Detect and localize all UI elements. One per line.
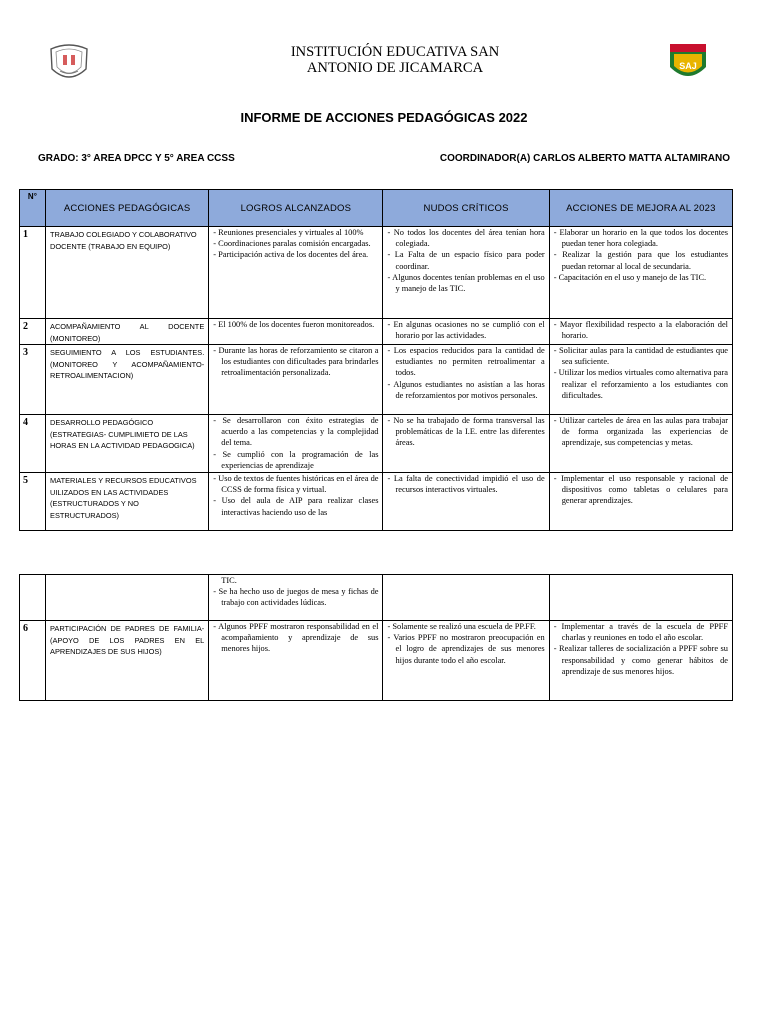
list-item: - Uso del aula de AIP para realizar clases interactivas haciendo uso de las: [213, 495, 378, 517]
table-body-continued: [20, 621, 733, 701]
pedagogical-action: TRABAJO COLEGIADO Y COLABORATIVO DOCENTE (TRABAJO EN EQUIPO): [46, 227, 209, 319]
list-item: - Implementar el uso responsable y racional de dispositivos como tabletas o celulares para generar aprendizajes.: [554, 473, 728, 507]
cell-critical: [383, 345, 549, 415]
column-header-achievements: LOGROS ALCANZADOS: [209, 190, 383, 227]
table-row: [20, 473, 733, 531]
cell-critical: [383, 473, 549, 531]
cell-action-empty: [46, 575, 209, 621]
list-item: - Capacitación en el uso y manejo de las TIC.: [554, 272, 728, 283]
list-item: TIC.: [221, 576, 237, 585]
cell-critical: [383, 415, 549, 473]
cell-improvement: [549, 227, 732, 319]
list-item: - La Falta de un espacio físico para poder coordinar.: [387, 249, 544, 271]
cell-improvement: [549, 345, 732, 415]
list-item: - Algunos docentes tenían problemas en el uso y manejo de las TIC.: [387, 272, 544, 294]
row-number: 2: [20, 319, 46, 345]
cell-achievements: [209, 345, 383, 415]
row-number: 3: [20, 345, 46, 415]
list-item: - El 100% de los docentes fueron monitoreados.: [213, 319, 378, 330]
cell-improvement: [549, 415, 732, 473]
cell-achievements: [209, 473, 383, 531]
column-header-actions: ACCIONES PEDAGÓGICAS: [46, 190, 209, 227]
saj-logo-text: SAJ: [679, 61, 697, 71]
saj-shield-logo: [667, 41, 709, 83]
institution-title: [200, 44, 590, 76]
school-crest-logo: [46, 43, 92, 83]
list-item: - Utilizar carteles de área en las aulas para trabajar de forma organizada las experiencias de aprendizaje, sus competencias y metas.: [554, 415, 728, 449]
table-row-continuation: [20, 575, 733, 621]
list-item: - Algunos estudiantes no asistían a las horas de reforzamientos por motivos personales.: [387, 379, 544, 401]
list-item: - Varios PPFF no mostraron preocupación en el logro de aprendizajes de sus menores hijos durante todo el año escolar.: [387, 632, 544, 666]
actions-table: [19, 189, 733, 531]
list-item: - Los espacios reducidos para la cantidad de estudiantes no permiten retroalimentar a todos.: [387, 345, 544, 379]
list-item: - Uso de textos de fuentes históricas en el área de CCSS de forma física y virtual.: [213, 473, 378, 495]
list-item: - Solamente se realizó una escuela de PP.FF.: [387, 621, 544, 632]
pedagogical-action: SEGUIMIENTO A LOS ESTUDIANTES. (MONITOREO Y ACOMPAÑAMIENTO-RETROALIMENTACION): [46, 345, 209, 415]
table-row: [20, 227, 733, 319]
row-number: 5: [20, 473, 46, 531]
row-number: 1: [20, 227, 46, 319]
cell-achievements: [209, 415, 383, 473]
cell-achievements-continued: [209, 575, 383, 621]
table-body: [20, 227, 733, 531]
cell-improvement-empty: [549, 575, 732, 621]
column-header-number: N°: [20, 190, 46, 227]
table-row: [20, 621, 733, 701]
list-item: - Solicitar aulas para la cantidad de estudiantes que sea suficiente.: [554, 345, 728, 367]
actions-table-continued: [19, 574, 733, 701]
pedagogical-action: MATERIALES Y RECURSOS EDUCATIVOS UILIZADOS EN LAS ACTIVIDADES (ESTRUCTURADOS Y NO ESTRUCTURADOS): [46, 473, 209, 531]
table-row: [20, 345, 733, 415]
cell-improvement: [549, 473, 732, 531]
list-item: - Se ha hecho uso de juegos de mesa y fichas de trabajo con actividades lúdicas.: [213, 586, 378, 608]
row-number: 4: [20, 415, 46, 473]
coordinator-label: COORDINADOR(A) CARLOS ALBERTO MATTA ALTAMIRANO: [439, 153, 730, 164]
row-number: 6: [20, 621, 46, 701]
list-item: - Reuniones presenciales y virtuales al 100%: [213, 227, 378, 238]
list-item: - Se cumplió con la programación de las experiencias de aprendizaje: [213, 449, 378, 471]
list-item: - Elaborar un horario en la que todos los docentes puedan tener hora colegiada.: [554, 227, 728, 249]
pedagogical-action: DESARROLLO PEDAGÓGICO (ESTRATEGIAS- CUMPLIMIETO DE LAS HORAS EN LA ACTIVIDAD PEDAGOGICA): [46, 415, 209, 473]
cell-achievements: [209, 227, 383, 319]
cell-improvement: [549, 319, 732, 345]
grade-label: GRADO: 3° AREA DPCC Y 5° AREA CCSS: [38, 153, 235, 164]
list-item: - Coordinaciones paralas comisión encargadas.: [213, 238, 378, 249]
cell-improvement: [549, 621, 732, 701]
list-item: - Utilizar los medios virtuales como alternativa para realizar el reforzamiento a los estudiantes con dificultades.: [554, 367, 728, 401]
list-item: - Se desarrollaron con éxito estrategias de acuerdo a las competencias y la complejidad del tema.: [213, 415, 378, 449]
cell-critical: [383, 227, 549, 319]
list-item: - La falta de conectividad impidió el uso de recursos interactivos virtuales.: [387, 473, 544, 495]
list-item: - No todos los docentes del área tenían hora colegiada.: [387, 227, 544, 249]
report-title: INFORME DE ACCIONES PEDAGÓGICAS 2022: [240, 110, 528, 125]
pedagogical-action: ACOMPAÑAMIENTO AL DOCENTE (MONITOREO): [46, 319, 209, 345]
cell-achievements: [209, 621, 383, 701]
column-header-critical: NUDOS CRÍTICOS: [383, 190, 549, 227]
pedagogical-action: PARTICIPACIÓN DE PADRES DE FAMILIA- (APOYO DE LOS PADRES EN EL APRENDIZAJES DE SUS HIJOS): [46, 621, 209, 701]
list-item: - Realizar talleres de socialización a PPFF sobre su responsabilidad y como generar hábitos de aprendizaje de sus menores hijos.: [554, 643, 728, 677]
list-item: - No se ha trabajado de forma transversal las problemáticas de la I.E. entre las diferentes áreas.: [387, 415, 544, 449]
table-row: [20, 415, 733, 473]
institution-title-line-2: ANTONIO DE JICAMARCA: [306, 60, 484, 76]
cell-critical-empty: [383, 575, 549, 621]
list-item: - Implementar a través de la escuela de PPFF charlas y reuniones en todo el año escolar.: [554, 621, 728, 643]
institution-title-line-1: INSTITUCIÓN EDUCATIVA SAN: [290, 44, 500, 60]
list-item: - Realizar la gestión para que los estudiantes puedan retornar al local de secundaria.: [554, 249, 728, 271]
list-item: - En algunas ocasiones no se cumplió con el horario por las actividades.: [387, 319, 544, 341]
cell-achievements: [209, 319, 383, 345]
list-item: - Algunos PPFF mostraron responsabilidad en el acompañamiento y aprendizaje de sus menores hijos.: [213, 621, 378, 655]
cell-critical: [383, 621, 549, 701]
table-row: [20, 319, 733, 345]
list-item: - Participación activa de los docentes del área.: [213, 249, 378, 260]
cell-critical: [383, 319, 549, 345]
cell-number-empty: [20, 575, 46, 621]
list-item: - Mayor flexibilidad respecto a la elaboración del horario.: [554, 319, 728, 341]
column-header-improvement: ACCIONES DE MEJORA AL 2023: [549, 190, 732, 227]
table-header-row: [20, 190, 733, 227]
list-item: - Durante las horas de reforzamiento se citaron a los estudiantes con dificultades para brindarles retroalimentación personalizada.: [213, 345, 378, 379]
